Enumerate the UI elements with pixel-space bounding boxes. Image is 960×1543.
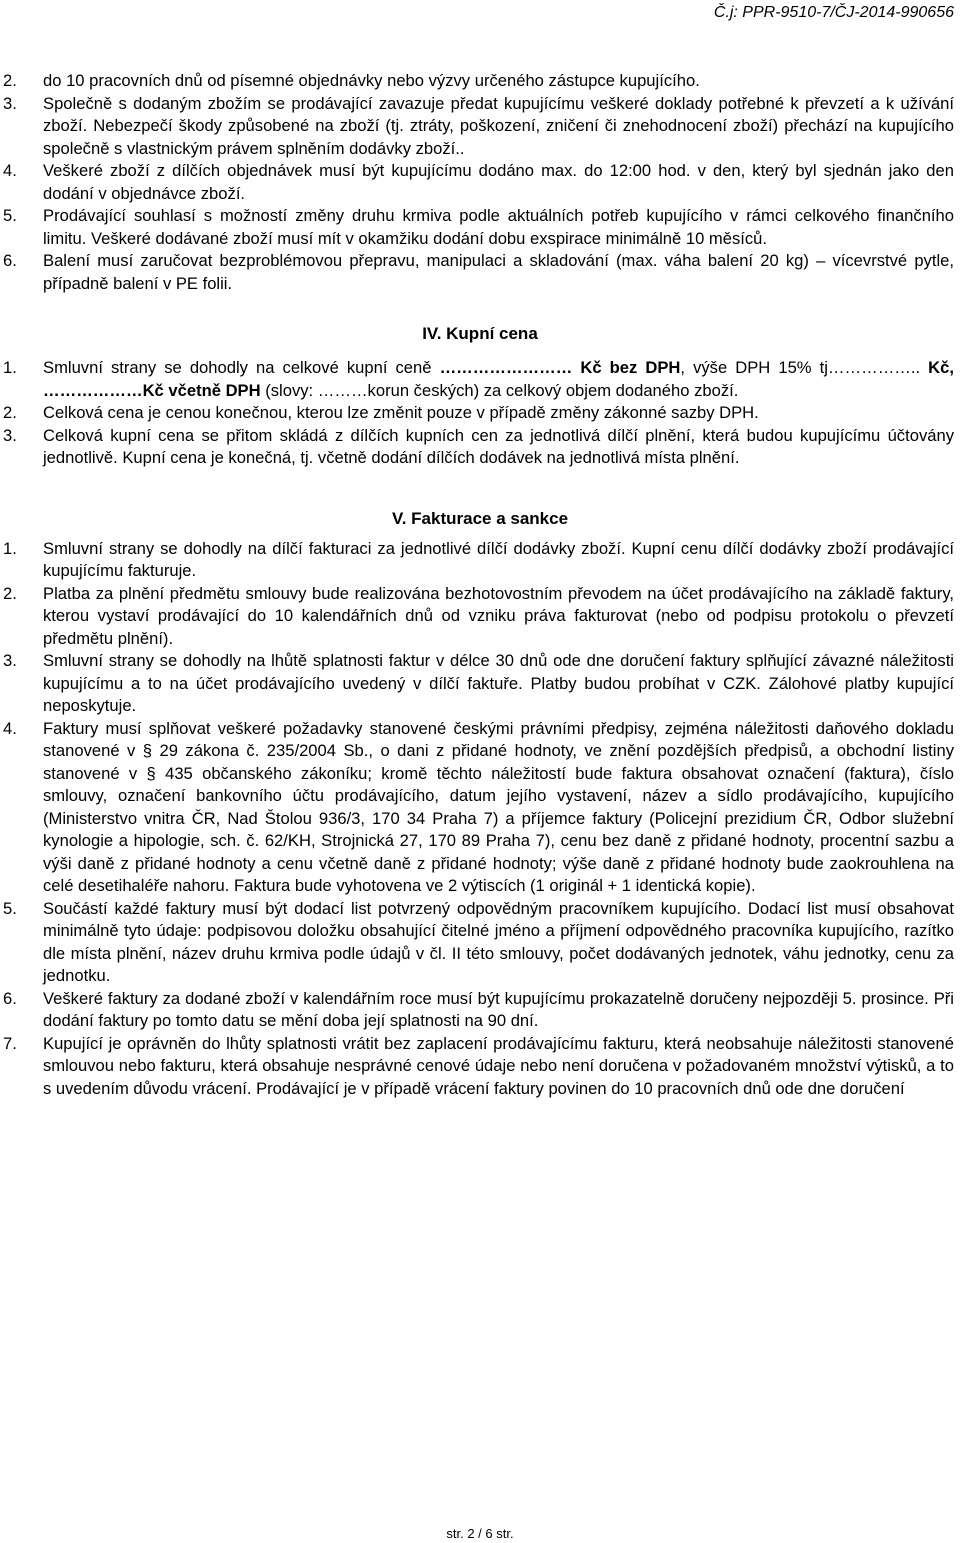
document-reference-number: Č.j: PPR-9510-7/ČJ-2014-990656 <box>713 4 954 21</box>
text-run-bold: …………………… <box>439 358 573 377</box>
list-item <box>0 583 954 651</box>
item-text: Společně s dodaným zbožím se prodávající zavazuje předat kupujícímu veškeré doklady potřebné k převzetí a k užívání zboží. Nebezpečí škody způsobené na zboží (tj. ztráty, poškození, zničení či znehodnocení zboží) přechází na kupujícího společně s vlastnickým právem splněním dodávky zboží.. <box>43 93 954 158</box>
list-item <box>0 1033 954 1101</box>
item-number: 6. <box>3 988 17 1008</box>
item-number: 6. <box>3 251 17 270</box>
item-text: Celková cena je cenou konečnou, kterou lze změnit pouze v případě změny zákonné sazby DPH. <box>43 403 759 422</box>
item-number: 3. <box>3 93 17 113</box>
price-incl-vat: Kč, ………………Kč včetně DPH <box>43 358 954 400</box>
item-number: 2. <box>3 403 17 422</box>
item-text: Celková kupní cena se přitom skládá z dílčích kupních cen za jednotlivá dílčí plnění, která budou kupujícímu účtovány jednotlivě. Kupní cena je konečná, tj. včetně dodání dílčích dodávek na jednotlivá místa plnění. <box>43 425 954 467</box>
page-number: str. 2 / 6 str. <box>446 1526 514 1541</box>
section-heading-kupni-cena: IV. Kupní cena <box>422 324 538 343</box>
document-body <box>0 70 960 1100</box>
item-text: Smluvní strany se dohodly na dílčí fakturaci za jednotlivé dílčí dodávky zboží. Kupní cenu dílčí dodávky zboží prodávající kupujícímu fakturuje. <box>43 538 954 580</box>
list-item <box>0 205 954 250</box>
list-item <box>0 70 954 93</box>
item-text: Balení musí zaručovat bezproblémovou přepravu, manipulaci a skladování (max. váha balení 20 kg) – vícevrstvé pytle, případně balení v PE folii. <box>43 251 954 293</box>
section-heading-fakturace: V. Fakturace a sankce <box>391 508 569 528</box>
item-number: 3. <box>3 425 17 445</box>
list-item <box>0 402 954 425</box>
text-run: (slovy: ………korun českých) za celkový objem dodaného zboží. <box>260 380 739 400</box>
item-text: Kupující je oprávněn do lhůty splatnosti vrátit bez zaplacení prodávajícímu fakturu, která neobsahuje náležitosti stanovené smlouvou nebo fakturu, která obsahuje nesprávné cenové údaje nebo není doručena v požadovaném množství výtisků, a to s uvedením důvodu vrácení. Prodávající je v případě vrácení faktury povinen do 10 pracovních dnů ode dne doručení <box>43 1033 954 1098</box>
item-text: Veškeré faktury za dodané zboží v kalendářním roce musí být kupujícímu prokazatelně doručeny nejpozději 5. prosince. Při dodání faktury po tomto datu se mění doba její splatnosti na 90 dní. <box>43 988 954 1030</box>
item-number: 4. <box>3 718 17 738</box>
item-text: Veškeré zboží z dílčích objednávek musí být kupujícímu dodáno max. do 12:00 hod. v den, který byl sjednán jako den dodání v objednávce zboží. <box>43 161 954 203</box>
item-number: 5. <box>3 206 17 225</box>
item-text: Faktury musí splňovat veškeré požadavky stanovené českými právními předpisy, zejména náležitosti daňového dokladu stanovené v § 29 zákona č. 235/2004 Sb., o dani z přidané hodnoty, ve znění pozdějších předpisů, a obchodní listiny stanovené v § 435 občanského zákoníku; kromě těchto náležitostí bude faktura obsahovat označení (faktura), číslo smlouvy, označení bankovního účtu prodávajícího, datum jejího vystavení, název a sídlo prodávajícího, kupujícího (Ministerstvo vnitra ČR, Nad Štolou 936/3, 170 34 Praha 7) a příjemce faktury (Policejní prezidium ČR, Odbor služební kynologie a hipologie, sch. č. 62/KH, Strojnická 27, 170 89 Praha 7), cenu bez daně z přidané hodnoty, procentní sazbu a výši daně z přidané hodnoty a cenu včetně daně z přidané hodnoty; výše daně z přidané hodnoty bude zaokrouhlena na celé desetihaléře nahoru. Faktura bude vyhotovena ve 2 výtiscích (1 originál + 1 identická kopie). <box>43 718 954 895</box>
list-item <box>0 160 954 205</box>
list-item <box>0 650 954 718</box>
list-item <box>0 718 954 898</box>
item-number: 2. <box>3 71 17 90</box>
item-number: 3. <box>3 651 17 670</box>
item-number: 1. <box>3 358 17 377</box>
list-item <box>0 988 954 1033</box>
list-item <box>0 898 954 988</box>
item-text: Platba za plnění předmětu smlouvy bude realizována bezhotovostním převodem na účet prodávajícího na základě faktury, kterou vystaví prodávající do 10 kalendářních dnů od vzniku práva fakturovat (nebo od podpisu protokolu o převzetí předmětu plnění). <box>43 583 954 648</box>
list-item <box>0 250 954 295</box>
section-3-continuation <box>0 70 960 295</box>
item-number: 2. <box>3 583 17 603</box>
item-text: Prodávající souhlasí s možností změny druhu krmiva podle aktuálních potřeb kupujícího v rámci celkového finančního limitu. Veškeré dodávané zboží musí mít v okamžiku dodání dobu exspirace minimálně 10 měsíců. <box>43 206 954 248</box>
item-number: 4. <box>3 161 17 180</box>
list-item <box>0 425 954 470</box>
list-item <box>0 538 954 583</box>
text-run: , výše DPH 15% tj…………….. <box>680 358 929 377</box>
text-run: Smluvní strany se dohodly na celkové kupní ceně <box>43 358 440 377</box>
item-text <box>43 357 954 402</box>
item-number: 1. <box>3 538 17 558</box>
section-4 <box>0 357 960 470</box>
list-item <box>0 93 954 161</box>
item-number: 7. <box>3 1033 17 1053</box>
item-number: 5. <box>3 898 17 918</box>
item-text: do 10 pracovních dnů od písemné objednávky nebo výzvy určeného zástupce kupujícího. <box>43 71 700 90</box>
item-text: Smluvní strany se dohodly na lhůtě splatnosti faktur v délce 30 dnů ode dne doručení faktury splňující závazné náležitosti kupujícímu a to na účet prodávajícího uvedený v dílčí faktuře. Platby budou probíhat v CZK. Zálohové platby kupující neposkytuje. <box>43 651 954 715</box>
price-excl-vat: Kč bez DPH <box>572 358 681 377</box>
item-text: Součástí každé faktury musí být dodací list potvrzený odpovědným pracovníkem kupujícího. Dodací list musí obsahovat minimálně tyto údaje: podpisovou doložku obsahující čitelné jméno a příjmení odpovědného pracovníka kupujícího, razítko dle místa plnění, název druhu krmiva podle údajů v čl. II této smlouvy, počet dodávaných jednotek, váhu jednotky, cenu za jednotku. <box>43 898 954 985</box>
section-5 <box>0 538 960 1101</box>
list-item <box>0 357 954 402</box>
